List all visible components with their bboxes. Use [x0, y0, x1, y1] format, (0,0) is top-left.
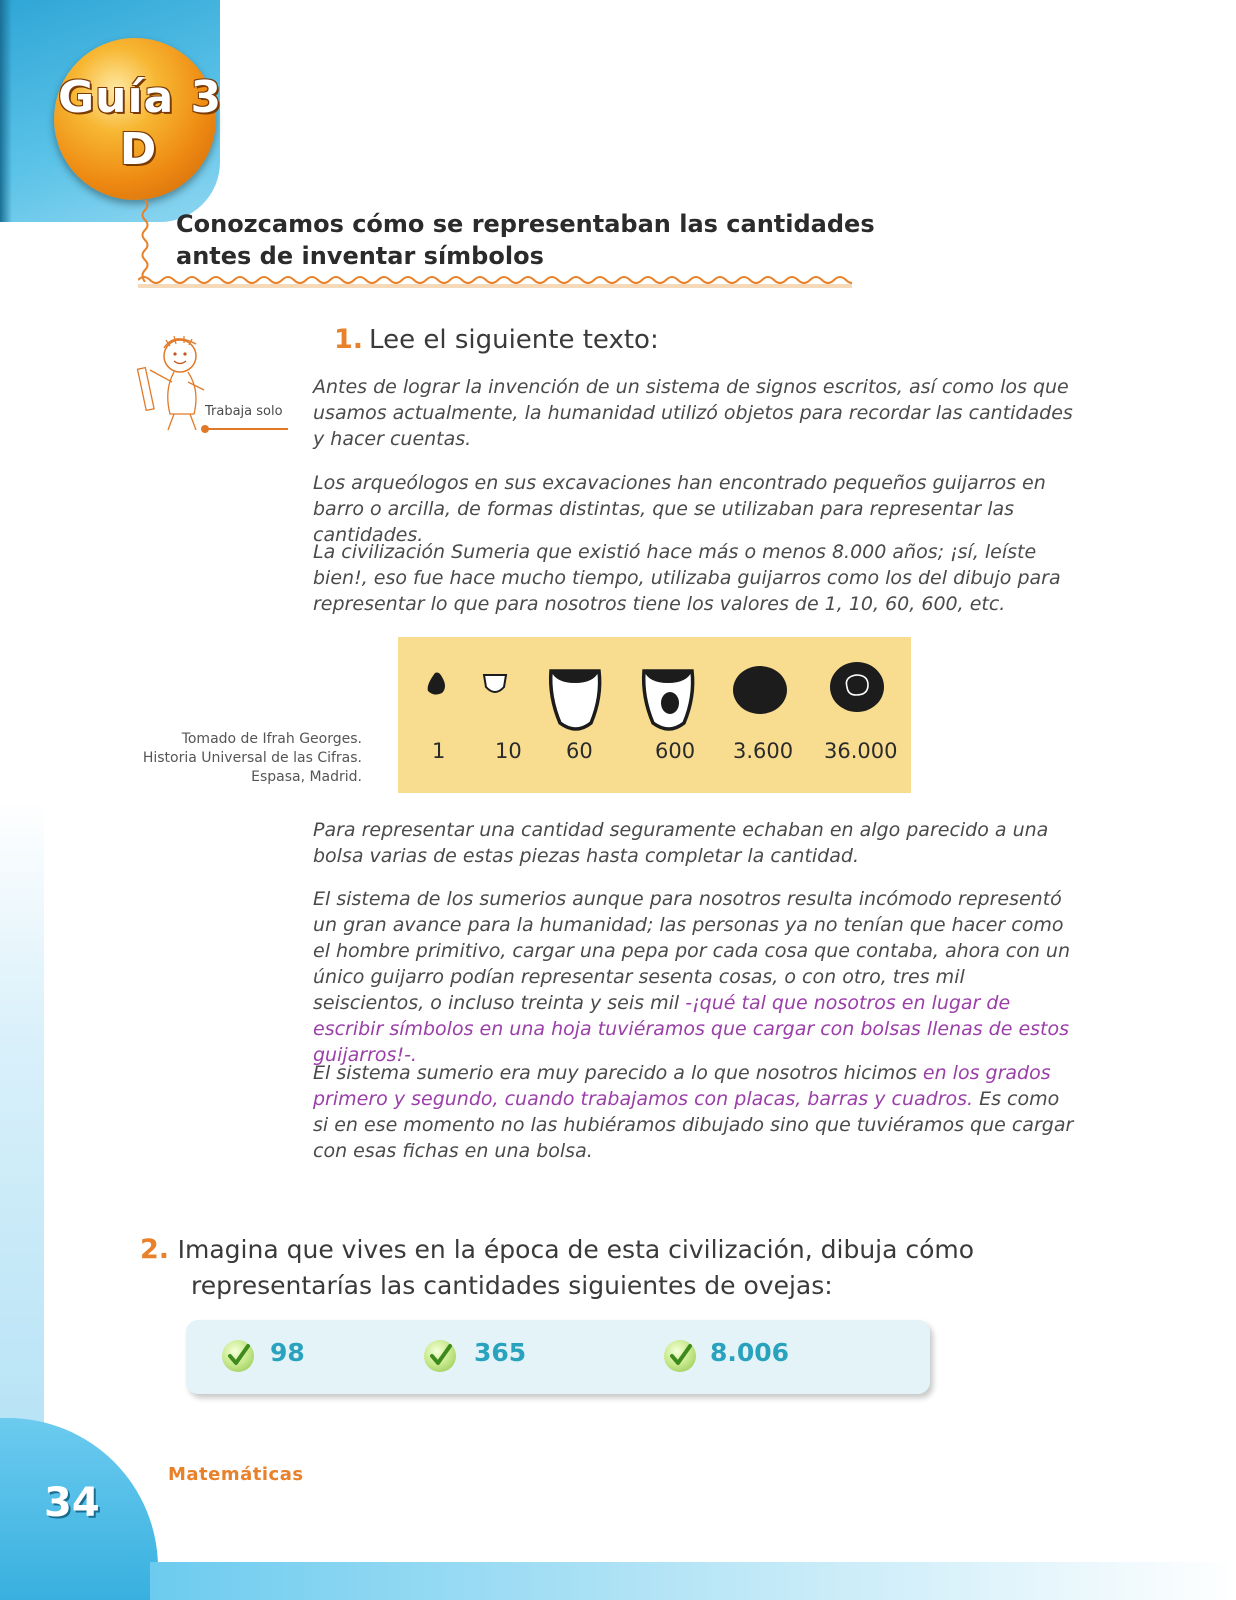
- heading-wavy-underline: [138, 272, 852, 292]
- check-icon: [222, 1340, 254, 1372]
- guide-badge-letter: D: [119, 124, 157, 175]
- question-2-heading: [140, 1232, 1000, 1268]
- check-icon: [664, 1340, 696, 1372]
- paragraph-5-highlight: -¡qué tal que nosotros en lugar de escribir símbolos en una hoja tuviéramos que cargar con bolsas llenas de estos guijarros!-.: [313, 992, 1070, 1066]
- pebble-label-1: 1: [432, 739, 446, 763]
- heading-wavy-left-border: [138, 200, 152, 282]
- pebble-36000-shape: [830, 662, 884, 712]
- paragraph-6-highlight: en los grados primero y segundo, cuando trabajamos con placas, barras y cuadros.: [313, 1062, 1051, 1110]
- pebble-label-10: 10: [495, 739, 522, 763]
- paragraph-3: La civilización Sumeria que existió hace más o menos 8.000 años; ¡sí, leíste bien!, eso fue hace mucho tiempo, utilizaba guijarros como los del dibujo para representar lo que para nosotros tiene los valores de 1, 10, 60, 600, etc.: [313, 541, 1061, 615]
- section-heading-line1: Conozcamos cómo se representaban las cantidades: [176, 210, 875, 238]
- pebble-label-36000: 36.000: [824, 739, 898, 763]
- paragraph-1: Antes de lograr la invención de un sistema de signos escritos, así como los que usamos actualmente, la humanidad utilizó objetos para recordar las cantidades y hacer cuentas.: [313, 376, 1073, 450]
- question-2-line2: representarías las cantidades siguientes de ovejas:: [191, 1271, 833, 1300]
- answer-item-8006: 8.006: [710, 1338, 790, 1367]
- answer-item-365: 365: [474, 1338, 527, 1367]
- caption-line-2: Historia Universal de las Cifras.: [142, 750, 362, 766]
- section-heading: [176, 208, 876, 272]
- question-1-text: Lee el siguiente texto:: [369, 325, 659, 355]
- pebbles-drawing: [398, 637, 911, 747]
- question-2-line1: Imagina que vives en la época de esta civilización, dibuja cómo: [177, 1235, 975, 1264]
- paragraph-6-text-a: El sistema sumerio era muy parecido a lo que nosotros hicimos: [313, 1062, 923, 1084]
- section-heading-line2: antes de inventar símbolos: [176, 242, 544, 270]
- question-1-number: 1.: [334, 324, 364, 355]
- answer-box: [186, 1320, 930, 1394]
- work-mode-underline: [204, 428, 288, 430]
- paragraph-4: Para representar una cantidad seguramente echaban en algo parecido a una bolsa varias de estas piezas hasta completar la cantidad.: [313, 819, 1049, 867]
- question-2-number: 2.: [140, 1234, 170, 1265]
- paragraph-5: [313, 886, 1075, 1068]
- pebble-10-shape: [484, 675, 506, 692]
- paragraph-2: Los arqueólogos en sus excavaciones han encontrado pequeños guijarros en barro o arcilla, de formas distintas, que se utilizaban para representar las cantidades.: [313, 472, 1046, 546]
- pebble-label-3600: 3.600: [733, 739, 794, 763]
- page-number: 34: [44, 1480, 100, 1526]
- paragraph-5-text: El sistema de los sumerios aunque para nosotros resulta incómodo representó un gran avance para la humanidad; las personas ya no tenían que hacer como el hombre primitivo, cargar una pepa por cada cosa que contaba, ahora con un único guijarro podían representar sesenta cosas, o con otro, tres mil seiscientos, o incluso treinta y seis mil: [313, 888, 1070, 1014]
- paragraph-6: [313, 1060, 1075, 1164]
- pebble-label-600: 600: [655, 739, 696, 763]
- figure-caption: [140, 730, 362, 787]
- paragraph-6-text-b: Es como si en ese momento no las hubiéramos dibujado sino que tuviéramos que cargar con esas fichas en una bolsa.: [313, 1088, 1074, 1162]
- question-1-heading: [334, 324, 659, 355]
- pebble-3600-shape: [733, 666, 787, 714]
- child-drawing-icon: [134, 330, 214, 434]
- bottom-gradient-band: [150, 1562, 1236, 1600]
- work-mode-dot: [201, 425, 209, 433]
- check-icon: [424, 1340, 456, 1372]
- caption-line-1: Tomado de Ifrah Georges.: [181, 731, 362, 747]
- pebble-1-shape: [428, 673, 445, 695]
- corner-shadow: [0, 0, 12, 222]
- guide-badge-title: Guía 3: [58, 72, 223, 123]
- subject-label: Matemáticas: [168, 1464, 304, 1485]
- pebble-label-60: 60: [566, 739, 593, 763]
- work-mode-label: Trabaja solo: [205, 404, 283, 419]
- sumerian-pebbles-figure: [398, 637, 911, 793]
- answer-item-98: 98: [270, 1338, 305, 1367]
- caption-line-3: Espasa, Madrid.: [251, 769, 362, 785]
